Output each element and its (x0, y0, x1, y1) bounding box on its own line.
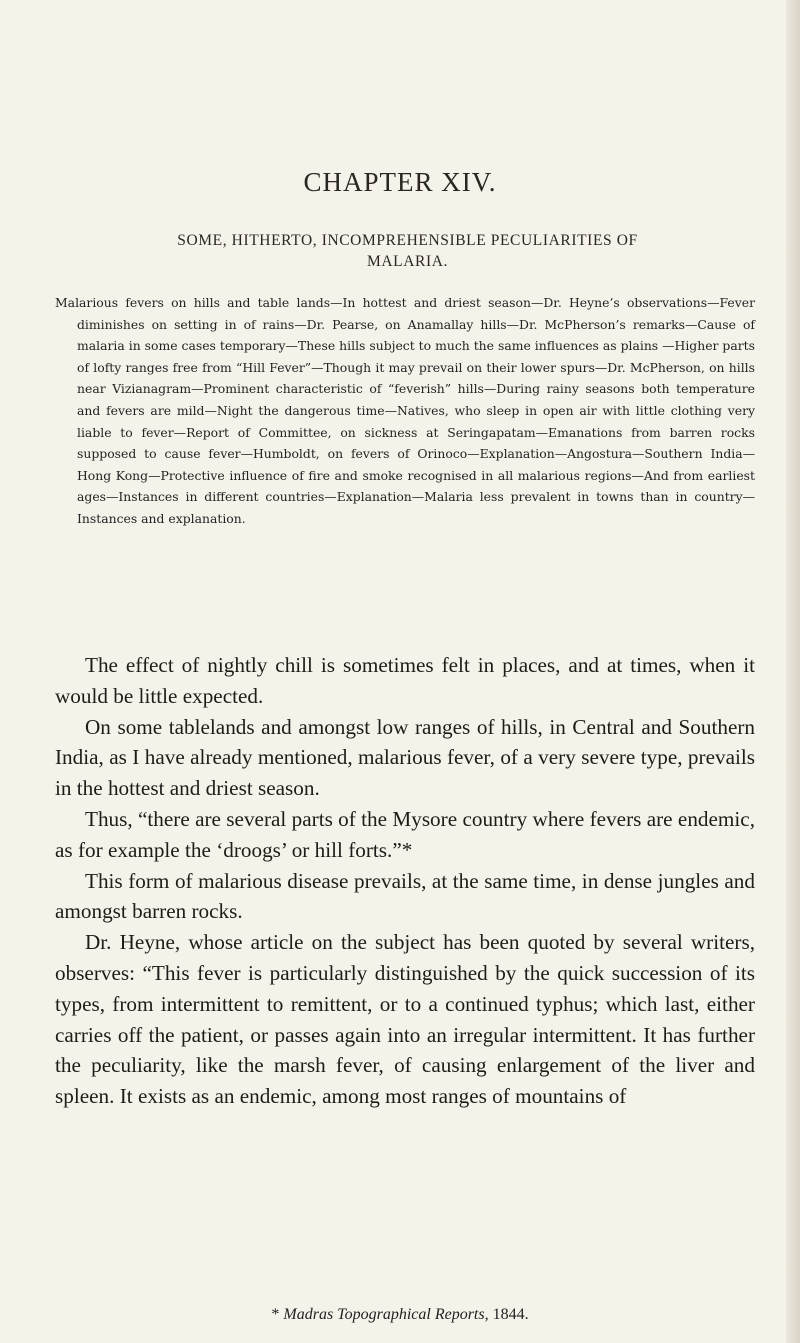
footnote (0, 1306, 800, 1324)
paragraph: The effect of nightly chill is sometimes felt in places, and at times, when it would be little expected. (55, 653, 755, 708)
paragraph: Thus, “there are several parts of the Mysore country where fevers are endemic, as for example the ‘droogs’ or hill forts.”* (55, 806, 755, 862)
footnote-year: 1844. (492, 1306, 529, 1323)
footnote-marker: * (271, 1306, 280, 1323)
paragraph: Dr. Heyne, whose article on the subject has been quoted by several writers, observes: “This fever is particularly distinguished by the quick succession of its types, from intermittent to remittent, or to a continued typhus; which last, either carries off the patient, or passes again into an irregular intermittent. It has further the peculiarity, like the marsh fever, of causing enlargement of the liver and spleen. It exists as an endemic, among most ranges of mountains of (55, 930, 755, 1109)
chapter-title: CHAPTER XIV. (303, 167, 497, 197)
paragraph: On some tablelands and amongst low ranges of hills, in Central and Southern India, as I have already mentioned, malarious fever, of a very severe type, prevails in the hottest and driest season. (55, 714, 755, 801)
paragraph: This form of malarious disease prevails, at the same time, in dense jungles and amongst barren rocks. (55, 868, 755, 924)
synopsis-text: Malarious fevers on hills and table lands—In hottest and driest season—Dr. Heyne’s observations—Fever diminishes on setting in of rains—Dr. Pearse, on Anamallay hills—Dr. McPherson’s remarks—Cause of malaria in some cases temporary—These hills subject to much the same influences as plains —Higher parts of lofty ranges free from “Hill Fever”—Though it may prevail on their lower spurs—Dr. McPherson, on hills near Vizianagram—Prominent characteristic of “feverish” hills—During rainy seasons both temperature and fevers are mild—Night the dangerous time—Natives, who sleep in open air with little clothing very liable to fever—Report of Committee, on sickness at Seringapatam—Emanations from barren rocks supposed to cause fever—Humboldt, on fevers of Orinoco—Explanation—Angostura—Southern India—Hong Kong—Protective influence of fire and smoke recognised in all malarious regions—And from earliest ages—Instances in different countries—Explanation—Malaria less prevalent in towns than in country— Instances and explanation. (55, 295, 755, 526)
chapter-synopsis (55, 292, 755, 530)
footnote-source: Madras Topographical Reports, (283, 1306, 489, 1323)
page-edge-shadow (786, 0, 800, 1343)
chapter-subtitle: SOME, HITHERTO, INCOMPREHENSIBLE PECULIARITIES OF MALARIA. (177, 232, 638, 270)
body-text (55, 650, 755, 1112)
